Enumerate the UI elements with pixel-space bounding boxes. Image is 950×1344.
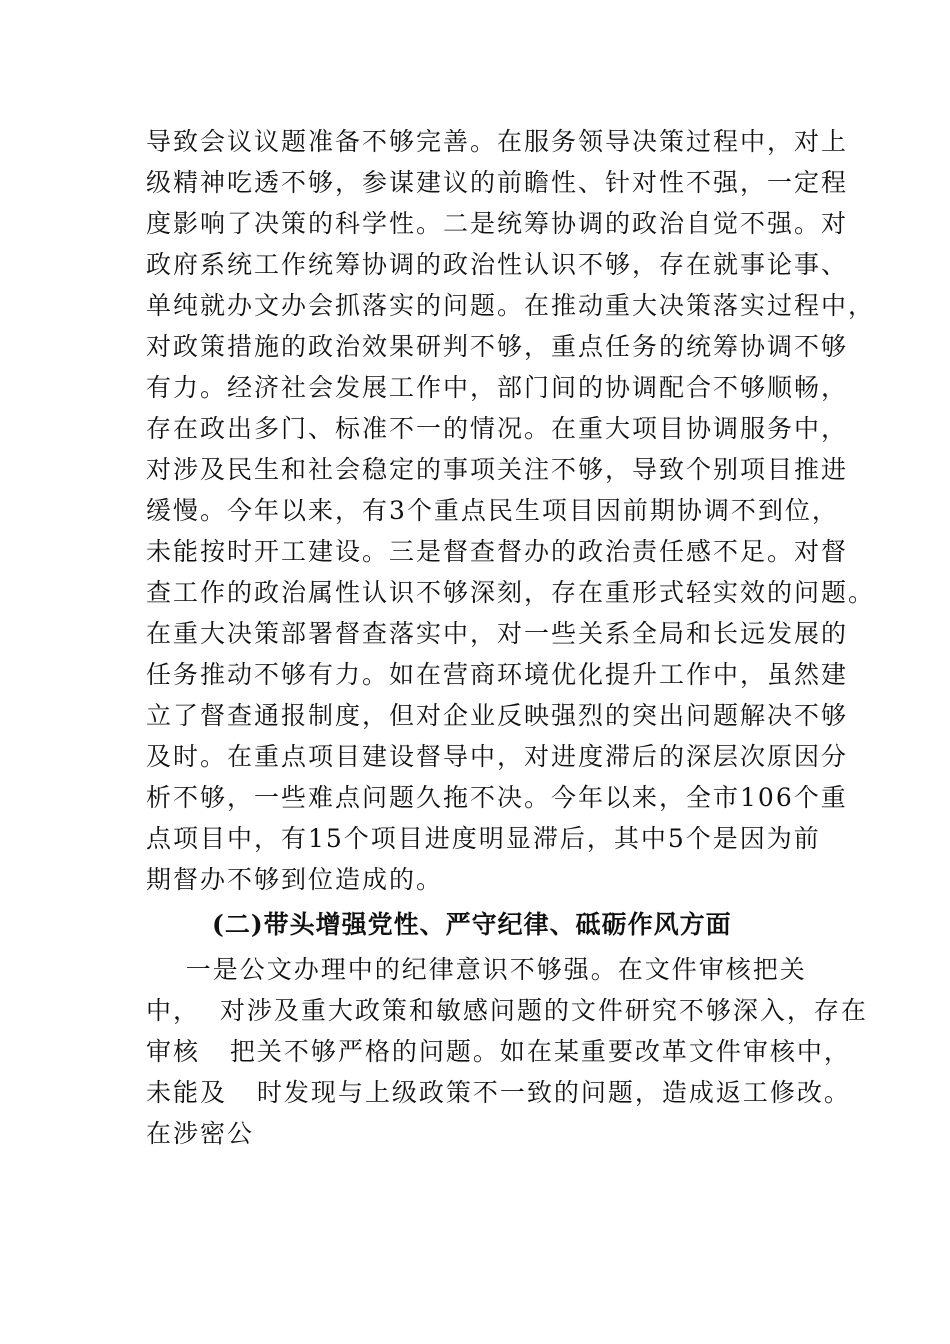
paragraph-line: 审核 把关不够严格的问题。如在某重要改革文件审核中，: [146, 1037, 851, 1066]
section-heading: (二)带头增强党性、严守纪律、砥砺作风方面: [212, 910, 732, 939]
paragraph-line: 对政策措施的政治效果研判不够，重点任务的统筹协调不够: [146, 332, 849, 361]
paragraph-line: 中， 对涉及重大政策和敏感问题的文件研究不够深入，存在: [146, 996, 868, 1025]
paragraph-line: 析不够，一些难点问题久拖不决。今年以来，全市106个重: [146, 783, 848, 812]
paragraph-line: 有力。经济社会发展工作中，部门间的协调配合不够顺畅，: [146, 373, 849, 402]
paragraph-line: 查工作的政治属性认识不够深刻，存在重形式轻实效的问题。: [146, 578, 876, 607]
paragraph-line: 一是公文办理中的纪律意识不够强。在文件审核把关: [146, 955, 807, 984]
paragraph-line: 导致会议议题准备不够完善。在服务领导决策过程中，对上: [146, 127, 849, 156]
paragraph-line: 缓慢。今年以来，有3个重点民生项目因前期协调不到位，: [146, 496, 839, 525]
paragraph-line: 未能按时开工建设。三是督查督办的政治责任感不足。对督: [146, 537, 849, 566]
paragraph-line: 在涉密公: [146, 1119, 255, 1148]
paragraph-line: 未能及 时发现与上级政策不一致的问题，造成返工修改。: [146, 1078, 851, 1107]
paragraph-line: 存在政出多门、标准不一的情况。在重大项目协调服务中，: [146, 414, 849, 443]
paragraph-line: 任务推动不够有力。如在营商环境优化提升工作中，虽然建: [146, 660, 849, 689]
paragraph-line: 立了督查通报制度，但对企业反映强烈的突出问题解决不够: [146, 701, 849, 730]
paragraph-line: 政府系统工作统筹协调的政治性认识不够，存在就事论事、: [146, 250, 849, 279]
paragraph-line: 单纯就办文办会抓落实的问题。在推动重大决策落实过程中，: [146, 291, 876, 320]
paragraph-line: 在重大决策部署督查落实中，对一些关系全局和长远发展的: [146, 619, 849, 648]
paragraph-line: 级精神吃透不够，参谋建议的前瞻性、针对性不强，一定程: [146, 168, 849, 197]
paragraph-line: 期督办不够到位造成的。: [146, 865, 444, 894]
document-body: [146, 121, 876, 1154]
paragraph-line: 点项目中，有15个项目进度明显滞后，其中5个是因为前: [146, 824, 821, 853]
paragraph-line: 度影响了决策的科学性。二是统筹协调的政治自觉不强。对: [146, 209, 849, 238]
paragraph-line: 及时。在重点项目建设督导中，对进度滞后的深层次原因分: [146, 742, 849, 771]
paragraph-line: 对涉及民生和社会稳定的事项关注不够，导致个别项目推进: [146, 455, 849, 484]
